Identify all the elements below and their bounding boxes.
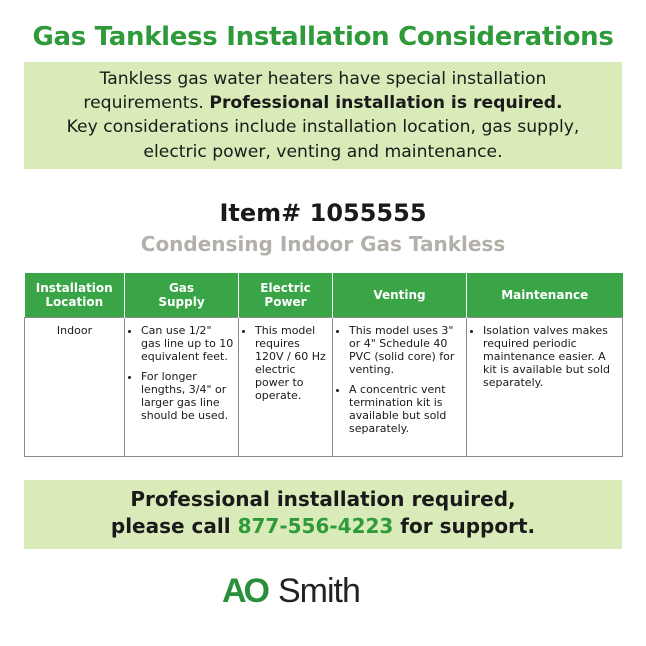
list-item: • A concentric vent termination kit is available but sold separately. — [349, 383, 462, 435]
intro-line-4: electric power, venting and maintenance. — [143, 141, 503, 162]
list-item: • Isolation valves makes required periodic maintenance easier. A kit is available but sold separately. — [483, 324, 618, 389]
intro-emphasis: Professional installation is required. — [209, 93, 563, 114]
list-item: • This model uses 3" or 4" Schedule 40 PVC (solid core) for venting. — [349, 324, 462, 376]
location-cell: Indoor — [25, 318, 125, 457]
header-venting: Venting — [333, 273, 467, 318]
support-phone-number: 877-556-4223 — [237, 514, 394, 538]
support-line-2-post: for support. — [393, 514, 536, 538]
table-row — [25, 318, 623, 457]
table-header-row — [25, 273, 623, 318]
list-item: • This model requires 120V / 60 Hz electric power to operate. — [255, 324, 328, 402]
list-item: • Can use 1/2" gas line up to 10 equivalent feet. — [141, 324, 234, 363]
intro-line-2 — [30, 91, 616, 115]
gas-supply-cell — [125, 318, 239, 457]
maintenance-cell — [467, 318, 623, 457]
logo-smith-text: Smith — [278, 572, 360, 610]
intro-line-1: Tankless gas water heaters have special installation — [99, 69, 547, 89]
header-maintenance: Maintenance — [467, 273, 623, 318]
intro-line-3: Key considerations include installation location, gas supply, — [66, 117, 580, 138]
header-electric-power: Electric Power — [239, 273, 333, 318]
header-gas-supply: Gas Supply — [125, 273, 239, 318]
support-callout — [24, 480, 622, 549]
logo-ao-text: AO — [222, 572, 267, 610]
page-title: Gas Tankless Installation Considerations — [32, 22, 614, 52]
support-line-1: Professional installation required, — [130, 487, 516, 511]
item-number: Item# 1055555 — [219, 199, 427, 227]
intro-panel — [24, 62, 622, 169]
ao-smith-logo — [222, 572, 424, 616]
header-installation-location: Installation Location — [25, 273, 125, 318]
support-line-2 — [24, 513, 622, 540]
intro-line-2-text: requirements. — [83, 93, 210, 114]
electric-power-cell — [239, 318, 333, 457]
support-line-2-pre: please call — [110, 514, 238, 538]
considerations-table — [24, 273, 623, 457]
list-item: • For longer lengths, 3/4" or larger gas line should be used. — [141, 370, 234, 422]
product-subtitle: Condensing Indoor Gas Tankless — [140, 232, 506, 256]
venting-cell — [333, 318, 467, 457]
